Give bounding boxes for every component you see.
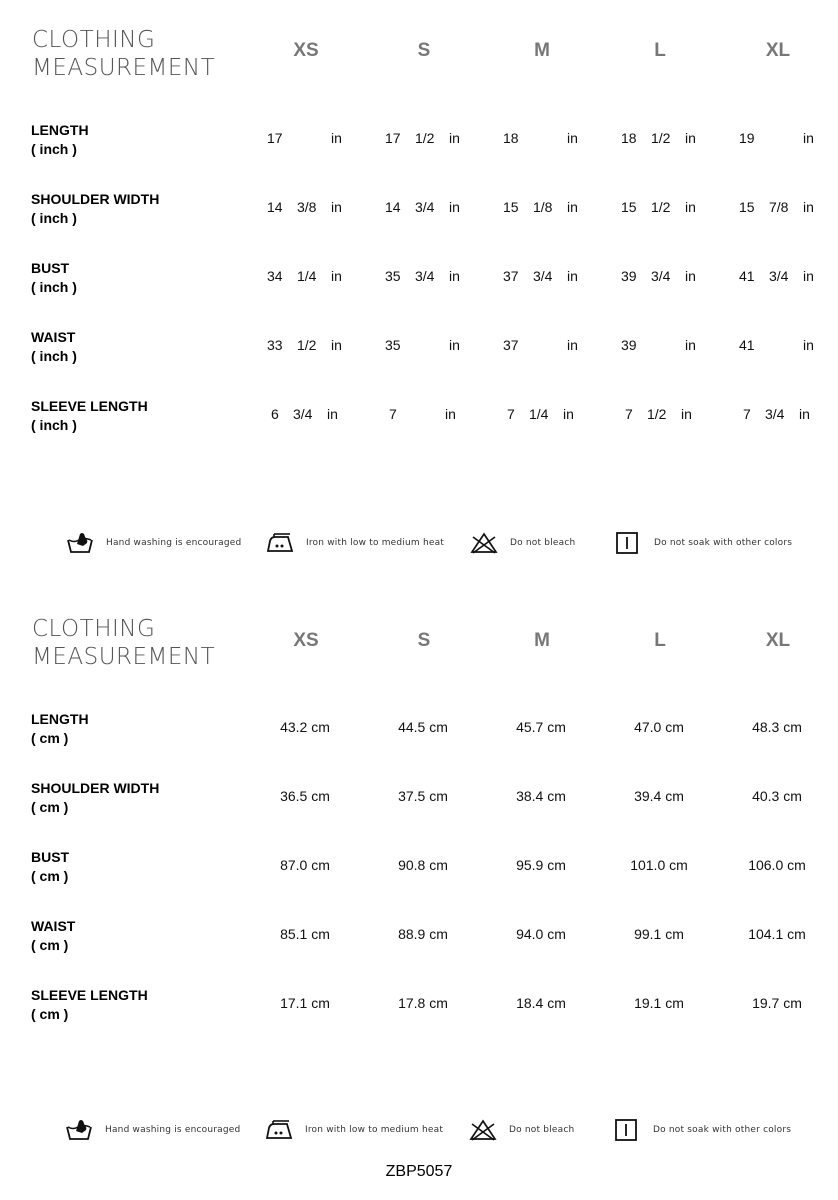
row-label-shoulder-width: SHOULDER WIDTH ( inch ) bbox=[31, 191, 160, 226]
value-cell: 95.9 cm bbox=[516, 857, 566, 873]
value-cell: 40.3 cm bbox=[752, 788, 802, 804]
value-cell: 44.5 cm bbox=[398, 719, 448, 735]
value-cell: 45.7 cm bbox=[516, 719, 566, 735]
care-instructions bbox=[0, 1117, 838, 1147]
value-cell: 99.1 cm bbox=[634, 926, 684, 942]
row-label-bust: BUST ( inch ) bbox=[31, 260, 77, 295]
value-cell: 19.7 cm bbox=[752, 995, 802, 1011]
value-cell: 85.1 cm bbox=[280, 926, 330, 942]
value-cell: 90.8 cm bbox=[398, 857, 448, 873]
value-cell: 104.1 cm bbox=[748, 926, 806, 942]
inch-measurement-section: CLOTHING MEASUREMENT XS S M L XL LENGTH ( inch ) 17 in 17 1/2 in 18 in 18 1/2 in 19 in SHOULDER WIDTH ( inch ) 14 3/8 in 14 3/4 in 15 1/8 in 15 1/2 in 15 7/8 in BUST ( inch ) 34 1/4 in 35 3/4 in 37 3/4 in 39 3/4 in 41 3/4 in WAIST ( inch ) 33 1/2 in 35 in 37 in 39 in 41 in SLEEVE LENGTH ( inch ) 6 3/4 in 7 in 7 1/4 in 7 1/2 in 7 3/4 in Hand washing is encouraged Iron with low to medium heat Do not bleach Do not soak with other colors bbox=[0, 0, 838, 590]
value-cell: 39.4 cm bbox=[634, 788, 684, 804]
value-cell: 94.0 cm bbox=[516, 926, 566, 942]
row-label-shoulder-width: SHOULDER WIDTH ( cm ) bbox=[31, 780, 160, 815]
value-cell: 101.0 cm bbox=[630, 857, 688, 873]
no-bleach-icon bbox=[469, 1118, 497, 1142]
value-cell: 19.1 cm bbox=[634, 995, 684, 1011]
size-header-xs: XS bbox=[293, 40, 319, 61]
care-item-iron: Iron with low to medium heat bbox=[265, 1117, 443, 1143]
row-label-waist: WAIST ( cm ) bbox=[31, 918, 76, 953]
no-bleach-icon bbox=[470, 531, 498, 555]
row-label-bust: BUST ( cm ) bbox=[31, 849, 70, 884]
size-header-xs: XS bbox=[293, 630, 319, 651]
value-cell: 38.4 cm bbox=[516, 788, 566, 804]
care-item-no-soak: Do not soak with other colors bbox=[613, 1117, 791, 1143]
size-header-m: M bbox=[534, 630, 550, 651]
size-header-xl: XL bbox=[765, 630, 791, 651]
cm-measurement-section bbox=[0, 590, 838, 1150]
no-soak-icon bbox=[614, 531, 642, 555]
row-label-sleeve-length: SLEEVE LENGTH ( inch ) bbox=[31, 398, 148, 433]
row-label-sleeve-length: SLEEVE LENGTH ( cm ) bbox=[31, 987, 148, 1022]
row-label-waist: WAIST ( inch ) bbox=[31, 329, 77, 364]
value-cell: 17.8 cm bbox=[398, 995, 448, 1011]
care-item-no-bleach: Do not bleach bbox=[469, 1117, 574, 1143]
size-header-xl: XL bbox=[765, 40, 791, 61]
no-soak-icon bbox=[613, 1118, 641, 1142]
value-cell: 87.0 cm bbox=[280, 857, 330, 873]
care-item-hand-wash: Hand washing is encouraged bbox=[65, 1117, 240, 1143]
value-cell: 106.0 cm bbox=[748, 857, 806, 873]
hand-wash-icon bbox=[66, 531, 94, 555]
row-label-length: LENGTH ( cm ) bbox=[31, 711, 89, 746]
product-code: ZBP5057 bbox=[385, 1163, 453, 1180]
value-cell: 37.5 cm bbox=[398, 788, 448, 804]
size-header-l: L bbox=[654, 40, 666, 61]
iron-icon bbox=[266, 531, 294, 555]
iron-icon bbox=[265, 1118, 293, 1142]
care-item-no-bleach: Do not bleach bbox=[470, 530, 575, 556]
size-header-s: S bbox=[417, 630, 431, 651]
care-instructions bbox=[0, 530, 838, 560]
section-title: CLOTHING MEASUREMENT bbox=[32, 27, 216, 81]
value-cell: 43.2 cm bbox=[280, 719, 330, 735]
value-cell: 36.5 cm bbox=[280, 788, 330, 804]
care-item-no-soak: Do not soak with other colors bbox=[614, 530, 792, 556]
care-item-hand-wash: Hand washing is encouraged bbox=[66, 530, 241, 556]
value-cell: 17.1 cm bbox=[280, 995, 330, 1011]
hand-wash-icon bbox=[65, 1118, 93, 1142]
size-header-s: S bbox=[417, 40, 431, 61]
value-cell: 47.0 cm bbox=[634, 719, 684, 735]
value-cell: 48.3 cm bbox=[752, 719, 802, 735]
size-header-m: M bbox=[534, 40, 550, 61]
care-item-iron: Iron with low to medium heat bbox=[266, 530, 444, 556]
section-title: CLOTHING MEASUREMENT bbox=[32, 616, 216, 670]
row-label-length: LENGTH ( inch ) bbox=[31, 122, 89, 157]
value-cell: 18.4 cm bbox=[516, 995, 566, 1011]
size-header-l: L bbox=[654, 630, 666, 651]
value-cell: 88.9 cm bbox=[398, 926, 448, 942]
